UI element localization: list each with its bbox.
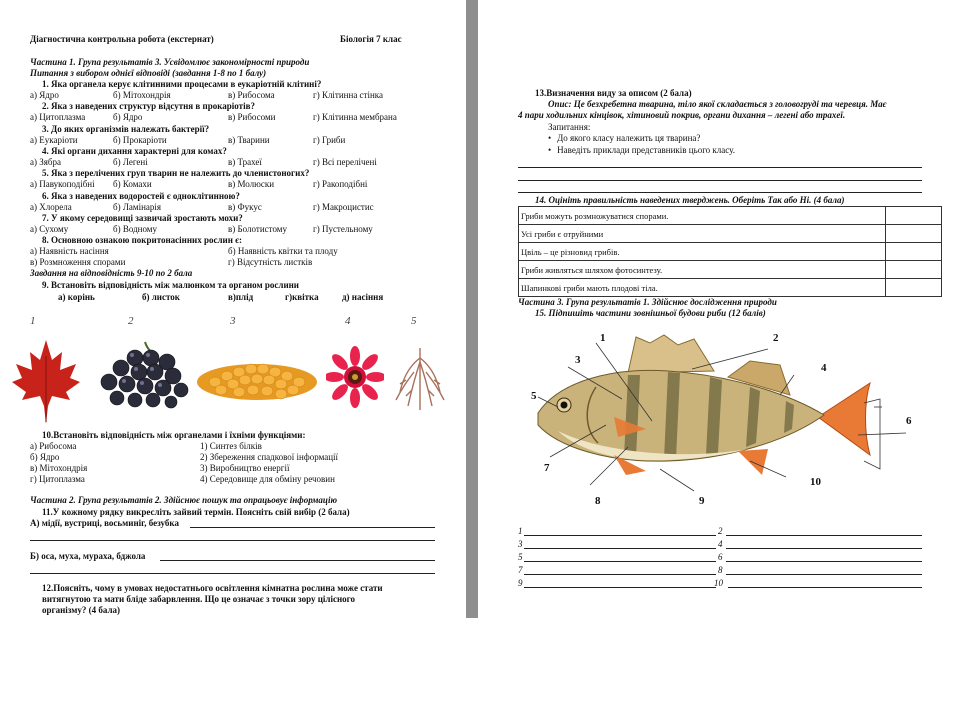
q7-option-a[interactable]: а) Сухому bbox=[30, 224, 69, 234]
q10-right-3: 3) Виробництво енергії bbox=[200, 463, 290, 473]
q10-right-1: 1) Синтез білків bbox=[200, 441, 262, 451]
q3-option-a[interactable]: а) Еукаріоти bbox=[30, 135, 78, 145]
fish-diagram bbox=[518, 325, 942, 515]
question-9: 9. Встановіть відповідність між малюнком та органом рослини bbox=[42, 280, 299, 290]
image-number-5: 5 bbox=[411, 315, 417, 327]
answer-cell-1[interactable] bbox=[886, 207, 942, 225]
q1-option-a[interactable]: а) Ядро bbox=[30, 90, 59, 100]
q13-answer-line-1[interactable] bbox=[518, 167, 922, 168]
q13-description-1: Опис: Це безхребетна тварина, тіло якої складається з головогруді та черевця. Має bbox=[548, 99, 887, 109]
answer-line-1[interactable] bbox=[524, 535, 716, 536]
q9-option-d[interactable]: г)квітка bbox=[285, 292, 319, 302]
part3-title: Частина 3. Група результатів 1. Здійснює дослідження природи bbox=[518, 297, 777, 307]
table-row bbox=[519, 225, 942, 243]
q9-option-b[interactable]: б) листок bbox=[142, 292, 180, 302]
question-1: 1. Яка органела керує клітинними процесами в еукаріотній клітині? bbox=[42, 79, 322, 89]
maple-leaf-image bbox=[10, 336, 82, 426]
question-12-line2: витягнутою та мати бліде забарвлення. Що це означає з точки зору цілісного bbox=[42, 594, 355, 604]
part1-subtitle: Питання з вибором однієї відповіді (завдання 1-8 по 1 балу) bbox=[30, 68, 267, 78]
answer-label-9: 9 bbox=[518, 578, 523, 588]
seeds-image bbox=[195, 352, 320, 402]
answer-cell-3[interactable] bbox=[886, 243, 942, 261]
question-7: 7. У якому середовищі зазвичай зростають мохи? bbox=[42, 213, 243, 223]
question-12-line1: 12.Поясніть, чому в умовах недостатнього освітлення кімнатна рослина може стати bbox=[42, 583, 383, 593]
answer-line-9[interactable] bbox=[524, 587, 716, 588]
q13-description-2: 4 пари ходильних кінцівок, хітиновий покрив, органи дихання – легені або трахеї. bbox=[518, 110, 846, 120]
q11-b-answer-line[interactable] bbox=[160, 560, 435, 561]
q11-row-a: А) мідії, вустриці, восьминіг, безубка bbox=[30, 518, 179, 528]
q6-option-a[interactable]: а) Хлорела bbox=[30, 202, 72, 212]
q6-option-b[interactable]: б) Ламінарія bbox=[113, 202, 162, 212]
q7-option-c[interactable]: в) Болотистому bbox=[228, 224, 288, 234]
q5-option-d[interactable]: г) Ракоподібні bbox=[313, 179, 368, 189]
question-8: 8. Основною ознакою покритонасінних рослин є: bbox=[42, 235, 243, 245]
answer-line-2[interactable] bbox=[726, 535, 922, 536]
table-row bbox=[519, 243, 942, 261]
fish-label-10: 10 bbox=[810, 476, 821, 488]
roots-image bbox=[392, 344, 448, 414]
fish-label-3: 3 bbox=[575, 354, 581, 366]
question-13: 13.Визначення виду за описом (2 бала) bbox=[535, 88, 692, 98]
image-number-4: 4 bbox=[345, 315, 351, 327]
q3-option-d[interactable]: г) Гриби bbox=[313, 135, 346, 145]
q13-item-2: • Наведіть приклади представників цього класу. bbox=[548, 145, 735, 156]
question-10: 10.Встановіть відповідність між органелами і їхніми функціями: bbox=[42, 430, 306, 440]
answer-label-7: 7 bbox=[518, 565, 523, 575]
q10-left-c: в) Мітохондрія bbox=[30, 463, 88, 473]
fish-label-5: 5 bbox=[531, 390, 537, 402]
question-14: 14. Оцініть правильність наведених тверджень. Оберіть Так або Ні. (4 бала) bbox=[535, 195, 845, 205]
q2-option-b[interactable]: б) Ядро bbox=[113, 112, 143, 122]
q9-option-c[interactable]: в)плід bbox=[228, 292, 254, 302]
q2-option-a[interactable]: а) Цитоплазма bbox=[30, 112, 86, 122]
answer-label-8: 8 bbox=[718, 565, 723, 575]
answer-label-5: 5 bbox=[518, 552, 523, 562]
right-page bbox=[478, 0, 960, 640]
question-2: 2. Яка з наведених структур відсутня в прокаріотів? bbox=[42, 101, 255, 111]
answer-line-4[interactable] bbox=[726, 548, 922, 549]
answer-label-10: 10 bbox=[714, 578, 723, 588]
fish-label-8: 8 bbox=[595, 495, 601, 507]
answer-line-10[interactable] bbox=[728, 587, 922, 588]
q4-option-d[interactable]: г) Всі перелічені bbox=[313, 157, 377, 167]
q9-option-e[interactable]: д) насіння bbox=[342, 292, 384, 302]
statement-5: Шапинкові гриби мають плодові тіла. bbox=[519, 279, 886, 297]
q4-option-a[interactable]: а) Зябра bbox=[30, 157, 61, 167]
q10-left-d: г) Цитоплазма bbox=[30, 474, 85, 484]
fish-label-7: 7 bbox=[544, 462, 550, 474]
question-4: 4. Які органи дихання характерні для комах? bbox=[42, 146, 227, 156]
answer-cell-2[interactable] bbox=[886, 225, 942, 243]
q13-answer-line-2[interactable] bbox=[518, 180, 922, 181]
q1-option-d[interactable]: г) Клітинна стінка bbox=[313, 90, 384, 100]
table-row bbox=[519, 207, 942, 225]
q5-option-b[interactable]: б) Комахи bbox=[113, 179, 152, 189]
image-number-2: 2 bbox=[128, 315, 134, 327]
part1-title: Частина 1. Група результатів 3. Усвідомлює закономірності природи bbox=[30, 57, 310, 67]
q3-option-b[interactable]: б) Прокаріоти bbox=[113, 135, 167, 145]
q10-right-2: 2) Збереження спадкової інформації bbox=[200, 452, 339, 462]
fish-label-6: 6 bbox=[906, 415, 912, 427]
q2-option-d[interactable]: г) Клітинна мембрана bbox=[313, 112, 397, 122]
question-12-line3: організму? (4 бала) bbox=[42, 605, 121, 615]
left-page bbox=[0, 0, 466, 640]
q11-b-answer-line-2[interactable] bbox=[30, 573, 435, 574]
q8-option-c[interactable]: в) Розмноження спорами bbox=[30, 257, 126, 267]
q1-option-c[interactable]: в) Рибосома bbox=[228, 90, 275, 100]
answer-line-8[interactable] bbox=[726, 574, 922, 575]
tasks-9-10-heading: Завдання на відповідність 9-10 по 2 бала bbox=[30, 268, 193, 278]
statement-1: Гриби можуть розмножуватися спорами. bbox=[519, 207, 886, 225]
header-subject: Біологія 7 клас bbox=[340, 34, 402, 44]
q5-option-a[interactable]: а) Павукоподібні bbox=[30, 179, 95, 189]
answer-label-4: 4 bbox=[718, 539, 723, 549]
answer-cell-4[interactable] bbox=[886, 261, 942, 279]
table-row bbox=[519, 261, 942, 279]
true-false-table bbox=[518, 206, 942, 297]
part2-title: Частина 2. Група результатів 2. Здійснює пошук та опрацьовує інформацію bbox=[30, 495, 338, 505]
question-6: 6. Яка з наведених водоростей є одноклітинною? bbox=[42, 191, 240, 201]
fish-label-1: 1 bbox=[600, 332, 606, 344]
q9-option-a[interactable]: а) корінь bbox=[58, 292, 95, 302]
question-11: 11.У кожному рядку викресліть зайвий термін. Поясніть свій вибір (2 бала) bbox=[42, 507, 350, 517]
page-divider bbox=[466, 0, 478, 618]
answer-label-1: 1 bbox=[518, 526, 523, 536]
q4-option-c[interactable]: в) Трахеї bbox=[228, 157, 262, 167]
q3-option-c[interactable]: в) Тварини bbox=[228, 135, 270, 145]
answer-label-2: 2 bbox=[718, 526, 723, 536]
answer-cell-5[interactable] bbox=[886, 279, 942, 297]
q13-ask-label: Запитання: bbox=[548, 122, 591, 132]
statement-3: Цвіль – це різновид грибів. bbox=[519, 243, 886, 261]
answer-line-5[interactable] bbox=[524, 561, 716, 562]
fish-label-4: 4 bbox=[821, 362, 827, 374]
q8-option-b[interactable]: б) Наявність квітки та плоду bbox=[228, 246, 338, 256]
q6-option-c[interactable]: в) Фукус bbox=[228, 202, 262, 212]
q6-option-d[interactable]: г) Макроцистис bbox=[313, 202, 374, 212]
statement-4: Гриби живляться шляхом фотосинтезу. bbox=[519, 261, 886, 279]
answer-label-3: 3 bbox=[518, 539, 523, 549]
berries-image bbox=[95, 340, 190, 410]
image-number-1: 1 bbox=[30, 315, 36, 327]
q11-row-b: Б) оса, муха, мураха, бджола bbox=[30, 551, 146, 561]
q10-left-b: б) Ядро bbox=[30, 452, 60, 462]
q11-a-answer-line[interactable] bbox=[190, 527, 435, 528]
q4-option-b[interactable]: б) Легені bbox=[113, 157, 148, 167]
fish-label-2: 2 bbox=[773, 332, 779, 344]
q11-a-answer-line-2[interactable] bbox=[30, 540, 435, 541]
answer-label-6: 6 bbox=[718, 552, 723, 562]
q8-option-d[interactable]: г) Відсутність листків bbox=[228, 257, 313, 267]
answer-line-7[interactable] bbox=[524, 574, 716, 575]
image-number-3: 3 bbox=[230, 315, 236, 327]
q7-option-b[interactable]: б) Водному bbox=[113, 224, 157, 234]
q7-option-d[interactable]: г) Пустельному bbox=[313, 224, 373, 234]
fish-label-9: 9 bbox=[699, 495, 705, 507]
flower-image bbox=[326, 346, 384, 408]
header-title: Діагностична контрольна робота (екстернат) bbox=[30, 34, 214, 44]
question-3: 3. До яких організмів належать бактерії? bbox=[42, 124, 210, 134]
statement-2: Усі гриби є отруйними bbox=[519, 225, 886, 243]
q8-option-a[interactable]: а) Наявність насіння bbox=[30, 246, 109, 256]
q5-option-c[interactable]: в) Молюски bbox=[228, 179, 275, 189]
q13-item-1: • До якого класу належить ця тварина? bbox=[548, 133, 700, 144]
q2-option-c[interactable]: в) Рибосоми bbox=[228, 112, 276, 122]
table-row bbox=[519, 279, 942, 297]
question-5: 5. Яка з перелічених груп тварин не належить до членистоногих? bbox=[42, 168, 310, 178]
question-15: 15. Підпишіть частини зовнішньої будови риби (12 балів) bbox=[535, 308, 766, 318]
q10-right-4: 4) Середовище для обміну речовин bbox=[200, 474, 335, 484]
answer-line-6[interactable] bbox=[726, 561, 922, 562]
q10-left-a: а) Рибосома bbox=[30, 441, 77, 451]
answer-line-3[interactable] bbox=[524, 548, 716, 549]
q1-option-b[interactable]: б) Мітохондрія bbox=[113, 90, 171, 100]
q13-answer-line-3[interactable] bbox=[518, 192, 922, 193]
